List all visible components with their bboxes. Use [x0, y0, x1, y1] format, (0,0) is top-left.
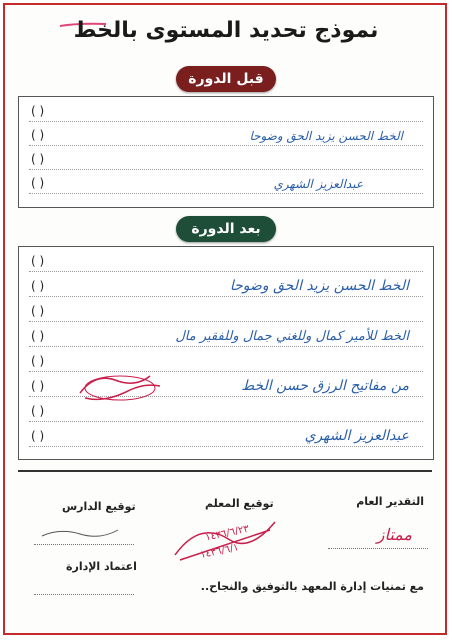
handwriting-line: الخط للأمير كمال وللغني جمال وللفقير مال [175, 329, 409, 344]
handwriting-line: عبدالعزيز الشهري [304, 428, 409, 444]
after-course-label: بعد الدورة [176, 216, 276, 242]
before-row [29, 169, 423, 194]
red-signature [75, 368, 165, 408]
student-signature [40, 524, 120, 544]
before-course-label: قبل الدورة [176, 66, 276, 92]
after-row [29, 247, 423, 272]
row-number: ( ) [31, 304, 45, 318]
row-number: ( ) [31, 176, 45, 190]
row-number: ( ) [31, 152, 45, 166]
student-signature-label: توقيع الدارس [62, 500, 136, 513]
after-row [29, 422, 423, 447]
row-number: ( ) [31, 279, 45, 293]
teacher-date-2: ١٤٣٦/٦/١ [199, 542, 240, 561]
before-writing-box [18, 96, 434, 208]
row-number: ( ) [31, 329, 45, 343]
after-row [29, 322, 423, 347]
after-row [29, 297, 423, 322]
handwriting-line: من مفاتيح الرزق حسن الخط [241, 378, 409, 394]
page-title: نموذج تحديد المستوى بالخط [73, 18, 379, 43]
admin-approval-line [34, 594, 134, 595]
teacher-signature-label: توقيع المعلم [205, 497, 274, 510]
grade-value: ممتاز [376, 525, 412, 544]
teacher-date-1: ١٤٣٦/٦/٢٣ [204, 523, 251, 544]
handwriting-line: الخط الحسن يزيد الحق وضوحا [229, 278, 409, 294]
after-row [29, 272, 423, 297]
student-signature-line [34, 544, 134, 545]
row-number: ( ) [31, 354, 45, 368]
row-number: ( ) [31, 128, 45, 142]
row-number: ( ) [31, 104, 45, 118]
after-writing-box [18, 246, 434, 460]
admin-approval-label: اعتماد الإدارة [66, 560, 137, 573]
row-number: ( ) [31, 429, 45, 443]
grade-line [328, 548, 428, 549]
row-number: ( ) [31, 404, 45, 418]
footer-divider [18, 470, 432, 472]
before-row [29, 145, 423, 170]
handwriting-line: الخط الحسن يزيد الحق وضوحا [249, 129, 403, 143]
closing-message: مع تمنيات إدارة المعهد بالتوفيق والنجاح.. [200, 580, 424, 593]
row-number: ( ) [31, 254, 45, 268]
row-number: ( ) [31, 379, 45, 393]
handwriting-line: عبدالعزيز الشهري [273, 177, 363, 191]
before-row [29, 97, 423, 122]
before-row [29, 121, 423, 146]
general-grade-label: التقدير العام [356, 495, 424, 508]
